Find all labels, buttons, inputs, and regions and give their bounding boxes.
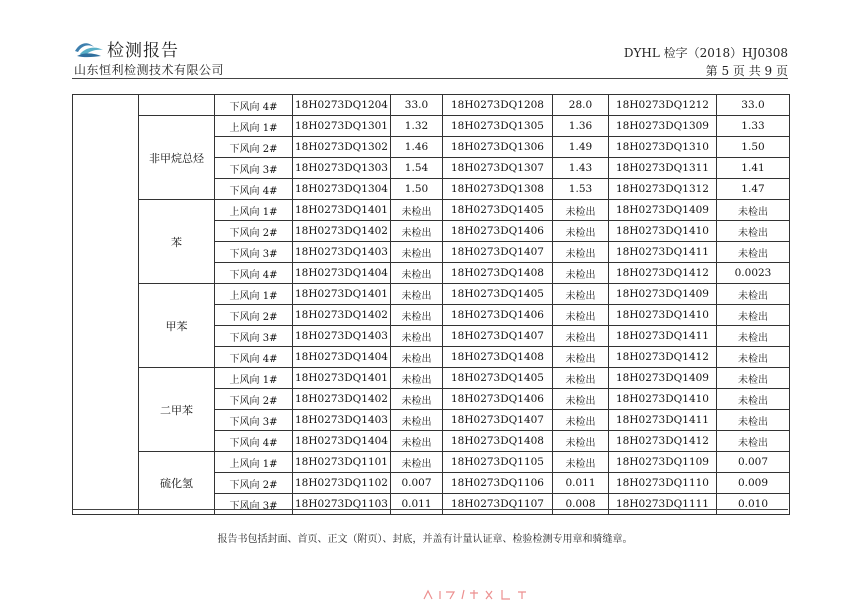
result-value-cell: 1.41	[717, 158, 790, 179]
sample-id-cell: 18H0273DQ1403	[293, 410, 391, 431]
sample-id-cell: 18H0273DQ1402	[293, 221, 391, 242]
sample-id-cell: 18H0273DQ1305	[443, 116, 553, 137]
sample-id-cell: 18H0273DQ1401	[293, 200, 391, 221]
sample-id-cell: 18H0273DQ1404	[293, 431, 391, 452]
sample-id-cell: 18H0273DQ1107	[443, 494, 553, 515]
result-value-cell: 1.43	[553, 158, 609, 179]
result-value-cell: 未检出	[717, 242, 790, 263]
test-item-cell: 二甲苯	[139, 368, 215, 452]
table-row	[73, 284, 790, 305]
sample-id-cell: 18H0273DQ1406	[443, 305, 553, 326]
test-item-cell: 硫化氢	[139, 452, 215, 515]
result-value-cell: 未检出	[553, 284, 609, 305]
sample-id-cell: 18H0273DQ1310	[609, 137, 717, 158]
result-value-cell: 33.0	[391, 95, 443, 116]
result-value-cell: 0.009	[717, 473, 790, 494]
sample-id-cell: 18H0273DQ1204	[293, 95, 391, 116]
result-value-cell: 未检出	[717, 389, 790, 410]
result-value-cell: 1.36	[553, 116, 609, 137]
result-value-cell: 未检出	[717, 347, 790, 368]
sample-id-cell: 18H0273DQ1409	[609, 284, 717, 305]
sampling-point-cell: 下风向 4#	[215, 179, 293, 200]
result-value-cell: 未检出	[553, 410, 609, 431]
result-value-cell: 未检出	[717, 284, 790, 305]
result-value-cell: 未检出	[553, 452, 609, 473]
logo-row	[74, 36, 179, 61]
sample-id-cell: 18H0273DQ1407	[443, 326, 553, 347]
result-value-cell: 1.54	[391, 158, 443, 179]
sampling-point-cell: 下风向 3#	[215, 158, 293, 179]
result-value-cell: 1.50	[717, 137, 790, 158]
sample-id-cell: 18H0273DQ1309	[609, 116, 717, 137]
result-value-cell: 未检出	[391, 263, 443, 284]
sample-id-cell: 18H0273DQ1208	[443, 95, 553, 116]
sample-id-cell: 18H0273DQ1406	[443, 389, 553, 410]
sample-id-cell: 18H0273DQ1405	[443, 368, 553, 389]
sample-id-cell: 18H0273DQ1404	[293, 263, 391, 284]
sampling-point-cell: 下风向 2#	[215, 137, 293, 158]
sample-id-cell: 18H0273DQ1411	[609, 326, 717, 347]
sample-id-cell: 18H0273DQ1402	[293, 305, 391, 326]
result-value-cell: 未检出	[391, 284, 443, 305]
sample-id-cell: 18H0273DQ1409	[609, 200, 717, 221]
sample-id-cell: 18H0273DQ1301	[293, 116, 391, 137]
result-value-cell: 33.0	[717, 95, 790, 116]
result-value-cell: 未检出	[391, 410, 443, 431]
sampling-point-cell: 下风向 3#	[215, 410, 293, 431]
result-value-cell: 1.32	[391, 116, 443, 137]
result-value-cell: 1.49	[553, 137, 609, 158]
sample-id-cell: 18H0273DQ1412	[609, 263, 717, 284]
report-title: 检测报告	[107, 41, 179, 61]
sample-id-cell: 18H0273DQ1401	[293, 368, 391, 389]
sampling-point-cell: 上风向 1#	[215, 116, 293, 137]
sample-id-cell: 18H0273DQ1307	[443, 158, 553, 179]
sampling-point-cell: 下风向 3#	[215, 242, 293, 263]
sample-id-cell: 18H0273DQ1106	[443, 473, 553, 494]
result-value-cell: 0.011	[553, 473, 609, 494]
result-value-cell: 0.0023	[717, 263, 790, 284]
sample-id-cell: 18H0273DQ1212	[609, 95, 717, 116]
sampling-point-cell: 下风向 2#	[215, 305, 293, 326]
header-rule	[72, 78, 788, 79]
table-row	[73, 116, 790, 137]
result-value-cell: 未检出	[717, 305, 790, 326]
result-value-cell: 1.47	[717, 179, 790, 200]
test-item-cell	[139, 95, 215, 116]
result-value-cell: 0.010	[717, 494, 790, 515]
sample-id-cell: 18H0273DQ1110	[609, 473, 717, 494]
sample-id-cell: 18H0273DQ1408	[443, 263, 553, 284]
sampling-point-cell: 下风向 3#	[215, 494, 293, 515]
result-value-cell: 1.46	[391, 137, 443, 158]
result-value-cell: 1.50	[391, 179, 443, 200]
footer-note: 报告书包括封面、首页、正文（附页）、封底，并盖有计量认证章、检验检测专用章和骑缝章。	[217, 534, 633, 545]
sampling-point-cell: 上风向 1#	[215, 452, 293, 473]
result-value-cell: 未检出	[391, 389, 443, 410]
result-value-cell: 未检出	[553, 305, 609, 326]
sample-id-cell: 18H0273DQ1404	[293, 347, 391, 368]
test-item-cell: 非甲烷总烃	[139, 116, 215, 200]
result-value-cell: 未检出	[391, 452, 443, 473]
result-value-cell: 未检出	[717, 200, 790, 221]
result-value-cell: 未检出	[391, 368, 443, 389]
sample-id-cell: 18H0273DQ1312	[609, 179, 717, 200]
result-value-cell: 未检出	[391, 431, 443, 452]
result-value-cell: 未检出	[553, 242, 609, 263]
sampling-point-cell: 下风向 2#	[215, 221, 293, 242]
sample-id-cell: 18H0273DQ1411	[609, 242, 717, 263]
sample-id-cell: 18H0273DQ1409	[609, 368, 717, 389]
result-value-cell: 未检出	[717, 410, 790, 431]
sample-id-cell: 18H0273DQ1102	[293, 473, 391, 494]
sample-id-cell: 18H0273DQ1306	[443, 137, 553, 158]
sample-id-cell: 18H0273DQ1311	[609, 158, 717, 179]
sampling-point-cell: 下风向 3#	[215, 326, 293, 347]
result-value-cell: 0.011	[391, 494, 443, 515]
result-value-cell: 未检出	[553, 389, 609, 410]
result-value-cell: 0.008	[553, 494, 609, 515]
result-value-cell: 未检出	[553, 368, 609, 389]
sample-id-cell: 18H0273DQ1302	[293, 137, 391, 158]
sample-id-cell: 18H0273DQ1401	[293, 284, 391, 305]
sampling-point-cell: 下风向 4#	[215, 431, 293, 452]
result-value-cell: 未检出	[717, 368, 790, 389]
company-logo-icon	[74, 38, 104, 60]
sample-id-cell: 18H0273DQ1410	[609, 221, 717, 242]
sample-id-cell: 18H0273DQ1403	[293, 326, 391, 347]
result-value-cell: 未检出	[391, 326, 443, 347]
footer-rule	[72, 509, 788, 510]
sample-id-cell: 18H0273DQ1405	[443, 284, 553, 305]
result-value-cell: 未检出	[391, 242, 443, 263]
sampling-point-cell: 下风向 4#	[215, 95, 293, 116]
result-value-cell: 28.0	[553, 95, 609, 116]
company-name: 山东恒利检测技术有限公司	[74, 63, 225, 77]
result-value-cell: 未检出	[553, 221, 609, 242]
sample-id-cell: 18H0273DQ1407	[443, 410, 553, 431]
sample-id-cell: 18H0273DQ1408	[443, 347, 553, 368]
sample-id-cell: 18H0273DQ1412	[609, 431, 717, 452]
sample-id-cell: 18H0273DQ1405	[443, 200, 553, 221]
page-number: 第 5 页 共 9 页	[705, 64, 788, 78]
result-value-cell: 1.33	[717, 116, 790, 137]
sampling-point-cell: 下风向 4#	[215, 263, 293, 284]
result-value-cell: 未检出	[391, 347, 443, 368]
sample-id-cell: 18H0273DQ1406	[443, 221, 553, 242]
table-row	[73, 368, 790, 389]
sample-id-cell: 18H0273DQ1408	[443, 431, 553, 452]
sample-id-cell: 18H0273DQ1109	[609, 452, 717, 473]
sample-id-cell: 18H0273DQ1411	[609, 410, 717, 431]
results-table	[72, 94, 790, 515]
result-value-cell: 1.53	[553, 179, 609, 200]
result-value-cell: 未检出	[553, 431, 609, 452]
sampling-point-cell: 下风向 4#	[215, 347, 293, 368]
result-value-cell: 0.007	[717, 452, 790, 473]
result-value-cell: 未检出	[553, 200, 609, 221]
table-blank-cell	[73, 95, 139, 515]
result-value-cell: 未检出	[553, 326, 609, 347]
result-value-cell: 未检出	[553, 263, 609, 284]
sample-id-cell: 18H0273DQ1410	[609, 305, 717, 326]
result-value-cell: 未检出	[391, 305, 443, 326]
sample-id-cell: 18H0273DQ1410	[609, 389, 717, 410]
test-item-cell: 甲苯	[139, 284, 215, 368]
table-row	[73, 200, 790, 221]
result-value-cell: 未检出	[717, 221, 790, 242]
result-value-cell: 未检出	[391, 221, 443, 242]
table-row	[73, 452, 790, 473]
sample-id-cell: 18H0273DQ1412	[609, 347, 717, 368]
result-value-cell: 未检出	[553, 347, 609, 368]
sample-id-cell: 18H0273DQ1103	[293, 494, 391, 515]
result-value-cell: 未检出	[391, 200, 443, 221]
report-header-left	[74, 36, 179, 61]
test-item-cell: 苯	[139, 200, 215, 284]
sample-id-cell: 18H0273DQ1407	[443, 242, 553, 263]
table-row	[73, 95, 790, 116]
sampling-point-cell: 上风向 1#	[215, 200, 293, 221]
sample-id-cell: 18H0273DQ1402	[293, 389, 391, 410]
result-value-cell: 未检出	[717, 431, 790, 452]
result-value-cell: 0.007	[391, 473, 443, 494]
sampling-point-cell: 上风向 1#	[215, 284, 293, 305]
sampling-point-cell: 下风向 2#	[215, 473, 293, 494]
seal-stamp-fragment	[420, 588, 530, 600]
sampling-point-cell: 下风向 2#	[215, 389, 293, 410]
sample-id-cell: 18H0273DQ1403	[293, 242, 391, 263]
sample-id-cell: 18H0273DQ1101	[293, 452, 391, 473]
sampling-point-cell: 上风向 1#	[215, 368, 293, 389]
result-value-cell: 未检出	[717, 326, 790, 347]
sample-id-cell: 18H0273DQ1304	[293, 179, 391, 200]
document-number: DYHL 检字（2018）HJ0308	[623, 46, 788, 60]
sample-id-cell: 18H0273DQ1303	[293, 158, 391, 179]
sample-id-cell: 18H0273DQ1111	[609, 494, 717, 515]
sample-id-cell: 18H0273DQ1308	[443, 179, 553, 200]
sample-id-cell: 18H0273DQ1105	[443, 452, 553, 473]
